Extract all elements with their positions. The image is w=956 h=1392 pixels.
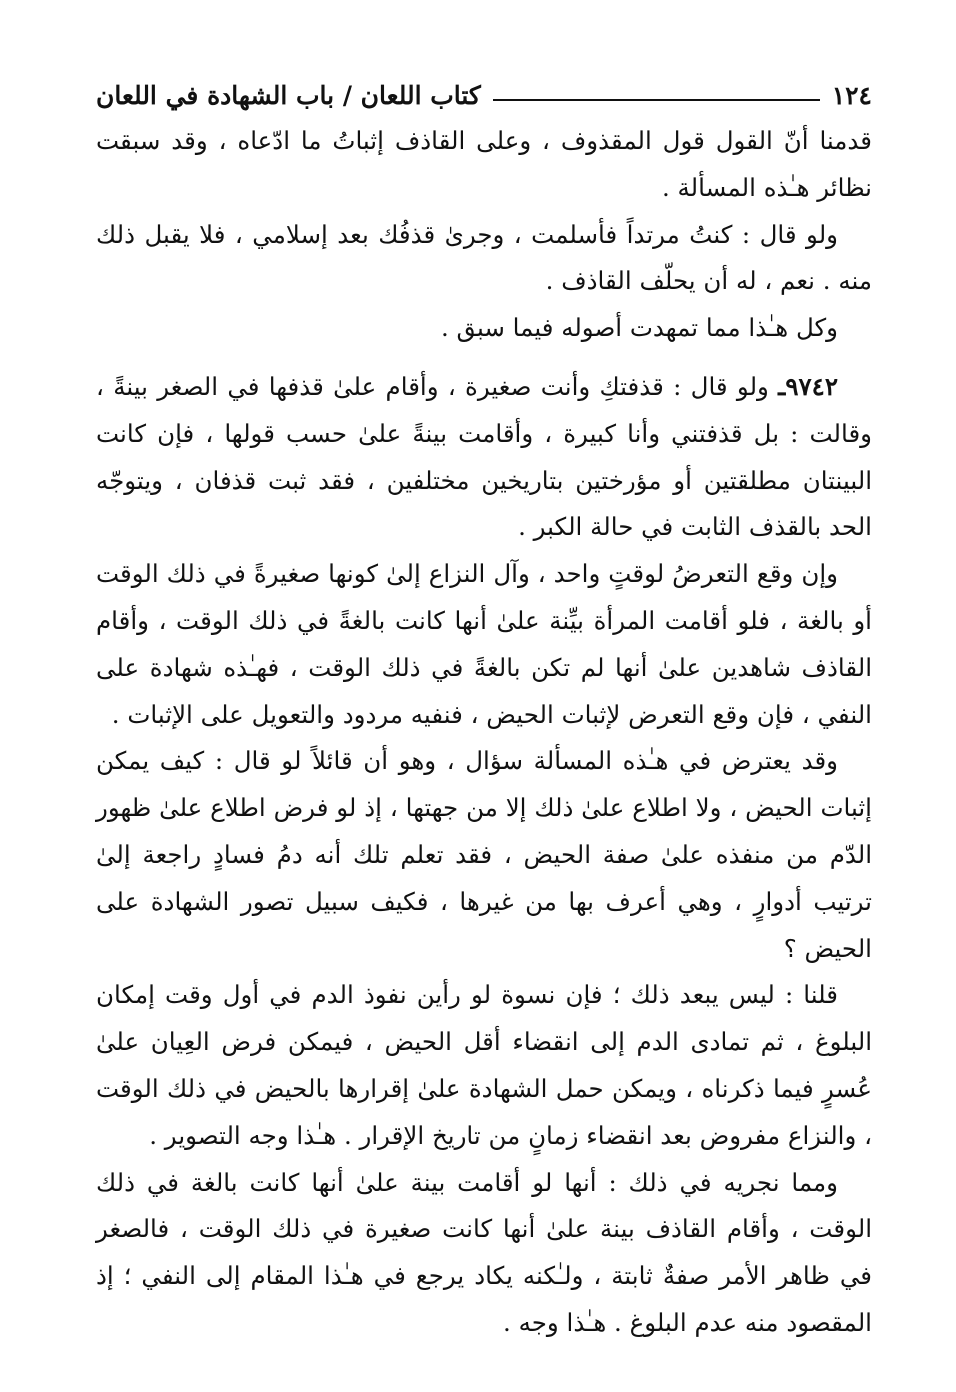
numbered-issue xyxy=(96,364,872,551)
paragraph-text: وكل هـٰذا مما تمهدت أصوله فيما سبق . xyxy=(440,313,838,343)
paragraph xyxy=(96,212,872,306)
page-header xyxy=(96,70,872,114)
paragraph-text: ولو قال : كنتُ مرتداً فأسلمت ، وجرىٰ قذفُك بعد إسلامي ، فلا يقبل ذلك منه . نعم ، له أن يحلّف القاذف . xyxy=(96,219,872,296)
header-rule xyxy=(493,99,820,101)
page-number: ١٢٤ xyxy=(831,81,872,110)
paragraph xyxy=(96,118,872,212)
book-page xyxy=(96,70,872,1347)
paragraph-text: ومما نجريه في ذلك : أنها لو أقامت بينة علىٰ أنها كانت بالغة في ذلك الوقت ، وأقام القاذف بينة علىٰ أنها كانت صغيرة في ذلك الوقت ، فالصغر في ظاهر الأمر صفةٌ ثابتة ، ولـٰكنه يكاد يرجع في هـٰذا المقام إلى النفي ؛ إذ المقصود منه عدم البلوغ . هـٰذا وجه . xyxy=(96,1167,872,1337)
paragraph-text: قلنا : ليس يبعد ذلك ؛ فإن نسوة لو رأين نفوذ الدم في أول وقت إمكان البلوغ ، ثم تمادى الدم إلى انقضاء أقل الحيض ، فيمكن فرض العِيان علىٰ عُسرٍ فيما ذكرناه ، ويمكن حمل الشهادة علىٰ إقرارها بالحيض في ذلك الوقت ، والنزاع مفروض بعد انقضاء زمانٍ من تاريخ الإقرار . هـٰذا وجه التصوير . xyxy=(96,980,872,1150)
issue-number: ٩٧٤٢ـ xyxy=(778,371,838,401)
paragraph xyxy=(96,1160,872,1347)
running-title: كتاب اللعان / باب الشهادة في اللعان xyxy=(96,81,481,110)
paragraph-text: ولو قال : قذفتكِ وأنت صغيرة ، وأقام علىٰ قذفها في الصغر بينةً ، وقالت : بل قذفتني وأنا كبيرة ، وأقامت بينةً علىٰ حسب قولها ، فإن كانت البينتان مطلقتين أو مؤرختين بتاريخين مختلفين ، فقد ثبت قذفان ، ويتوجّه الحد بالقذف الثابت في حالة الكبر . xyxy=(96,371,872,542)
paragraph xyxy=(96,551,872,738)
body-text xyxy=(96,118,872,1347)
paragraph xyxy=(96,305,872,352)
paragraph xyxy=(96,972,872,1159)
paragraph-text: قدمنا أنّ القول قول المقذوف ، وعلى القاذف إثباتُ ما ادّعاه ، وقد سبقت نظائر هـٰذه المسألة . xyxy=(96,126,872,202)
paragraph-text: وإن وقع التعرضُ لوقتٍ واحد ، وآل النزاع إلىٰ كونها صغيرةً في ذلك الوقت أو بالغة ، فلو أقامت المرأة بيِّنة علىٰ أنها كانت بالغةً في ذلك الوقت ، وأقام القاذف شاهدين علىٰ أنها لم تكن بالغةً في ذلك الوقت ، فهـٰذه شهادة على النفي ، فإن وقع التعرض لإثبات الحيض ، فنفيه مردود والتعويل على الإثبات . xyxy=(96,559,872,729)
paragraph xyxy=(96,738,872,972)
paragraph-text: وقد يعترض في هـٰذه المسألة سؤال ، وهو أن قائلاً لو قال : كيف يمكن إثبات الحيض ، ولا اطلاع علىٰ ذلك إلا من جهتها ، إذ لو فرض اطلاع علىٰ ظهور الدّم من منفذه علىٰ صفة الحيض ، فقد تعلم تلك أنه دمُ فسادٍ راجعة إلىٰ ترتيب أدوارٍ ، وهي أعرف بها من غيرها ، فكيف سبيل تصور الشهادة على الحيض ؟ xyxy=(96,746,872,963)
